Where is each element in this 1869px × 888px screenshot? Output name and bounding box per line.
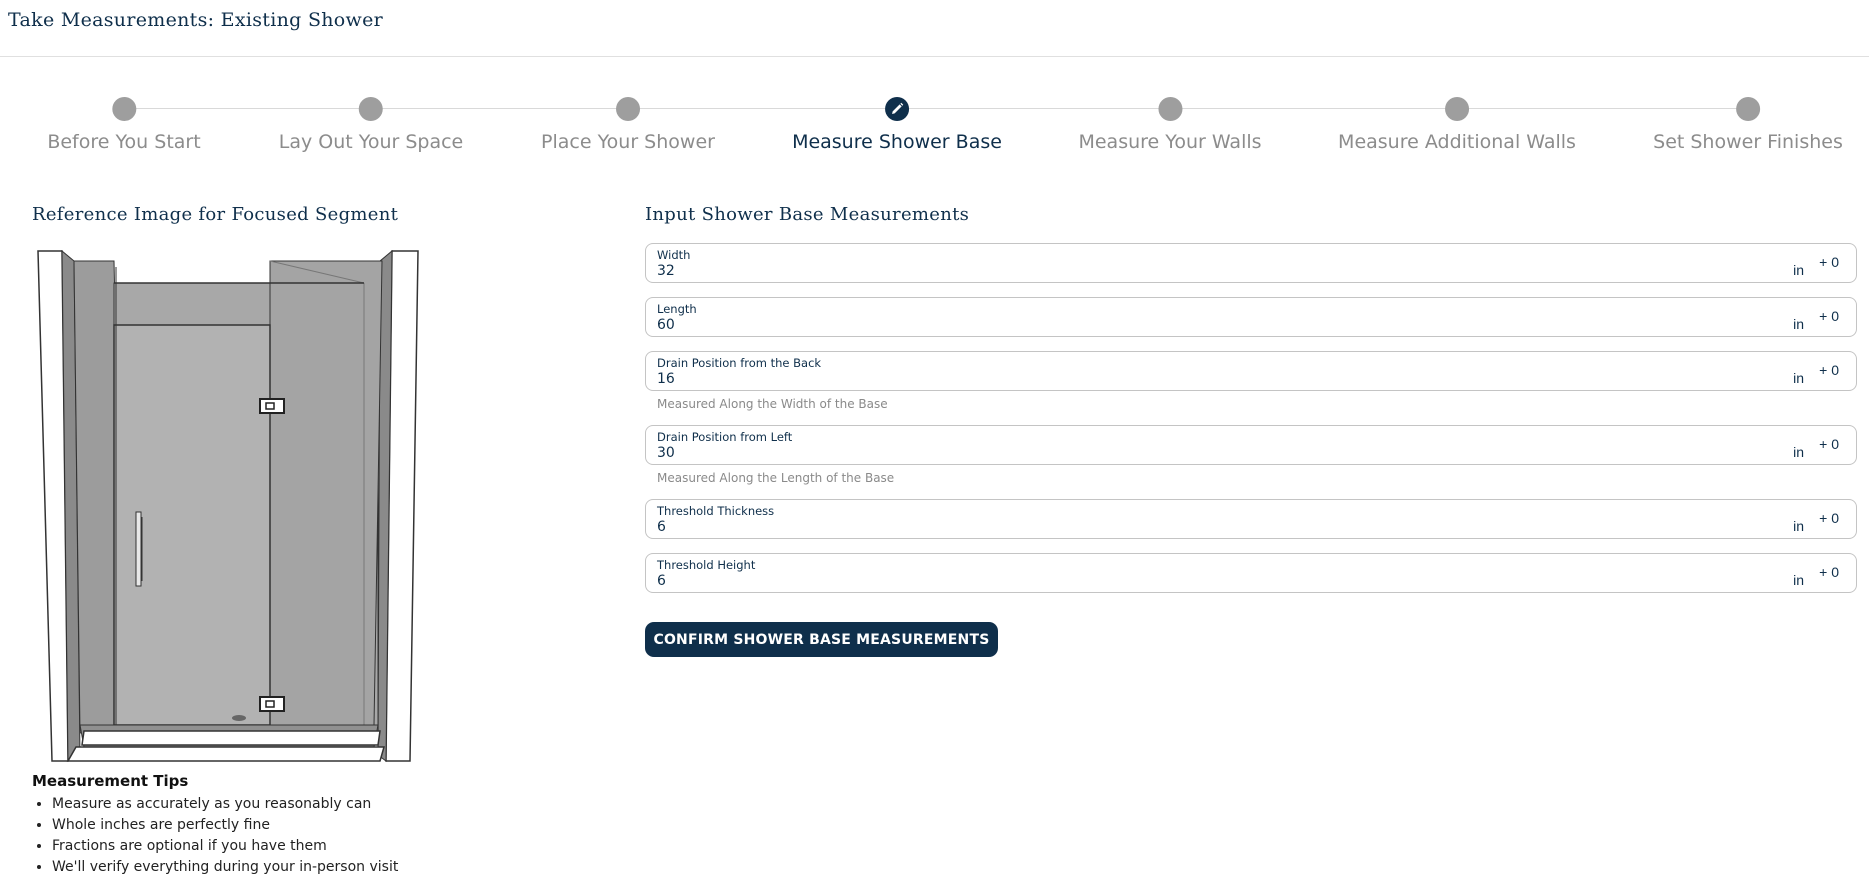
step-dot bbox=[112, 97, 136, 121]
fraction-selector[interactable]: + 0 bbox=[1819, 510, 1839, 526]
field-label: Threshold Thickness bbox=[657, 504, 775, 518]
unit-label: in bbox=[1793, 518, 1804, 534]
tips-list bbox=[32, 794, 532, 878]
threshold-height-field[interactable] bbox=[645, 553, 1857, 593]
measurement-tips bbox=[32, 772, 532, 878]
tips-title: Measurement Tips bbox=[32, 772, 189, 790]
field-help-text: Measured Along the Width of the Base bbox=[657, 397, 888, 411]
field-label: Drain Position from Left bbox=[657, 430, 793, 444]
step-before-you-start[interactable] bbox=[47, 95, 200, 153]
drain-left-input[interactable] bbox=[657, 445, 1657, 461]
progress-stepper bbox=[0, 95, 1869, 165]
step-measure-shower-base[interactable] bbox=[792, 95, 1002, 153]
step-dot bbox=[359, 97, 383, 121]
tip-item: • Measure as accurately as you reasonably can bbox=[52, 794, 532, 815]
fraction-selector[interactable]: + 0 bbox=[1819, 308, 1839, 324]
step-dot-active bbox=[885, 97, 909, 121]
drain-back-input[interactable] bbox=[657, 371, 1657, 387]
field-help-text: Measured Along the Length of the Base bbox=[657, 471, 895, 485]
step-label: Measure Additional Walls bbox=[1338, 131, 1576, 153]
unit-label: in bbox=[1793, 316, 1804, 332]
step-measure-your-walls[interactable] bbox=[1078, 95, 1261, 153]
drain-back-field[interactable] bbox=[645, 351, 1857, 391]
step-set-shower-finishes[interactable] bbox=[1653, 95, 1843, 153]
step-dot bbox=[1445, 97, 1469, 121]
step-label: Set Shower Finishes bbox=[1653, 131, 1843, 153]
step-dot bbox=[1736, 97, 1760, 121]
tip-item: • Fractions are optional if you have them bbox=[52, 836, 532, 857]
threshold-height-input[interactable] bbox=[657, 573, 1657, 589]
tip-item: • We'll verify everything during your in-person visit bbox=[52, 857, 532, 878]
unit-label: in bbox=[1793, 370, 1804, 386]
reference-image-title: Reference Image for Focused Segment bbox=[32, 204, 399, 225]
fraction-selector[interactable]: + 0 bbox=[1819, 254, 1839, 270]
width-input[interactable] bbox=[657, 263, 1657, 279]
page-header bbox=[0, 0, 1869, 57]
step-label: Place Your Shower bbox=[541, 131, 715, 153]
step-measure-additional-walls[interactable] bbox=[1338, 95, 1576, 153]
tip-item: • Whole inches are perfectly fine bbox=[52, 815, 532, 836]
unit-label: in bbox=[1793, 572, 1804, 588]
threshold-thickness-field[interactable] bbox=[645, 499, 1857, 539]
fraction-selector[interactable]: + 0 bbox=[1819, 362, 1839, 378]
length-field[interactable] bbox=[645, 297, 1857, 337]
step-place-your-shower[interactable] bbox=[541, 95, 715, 153]
page-title: Take Measurements: Existing Shower bbox=[8, 9, 384, 31]
drain-left-field[interactable] bbox=[645, 425, 1857, 465]
step-label: Measure Your Walls bbox=[1078, 131, 1262, 153]
width-field[interactable] bbox=[645, 243, 1857, 283]
field-label: Width bbox=[657, 248, 691, 262]
fraction-selector[interactable]: + 0 bbox=[1819, 564, 1839, 580]
form-title: Input Shower Base Measurements bbox=[645, 204, 970, 225]
pencil-icon bbox=[890, 102, 904, 116]
field-label: Length bbox=[657, 302, 697, 316]
shower-reference-illustration bbox=[34, 247, 424, 764]
unit-label: in bbox=[1793, 262, 1804, 278]
step-dot bbox=[616, 97, 640, 121]
field-label: Drain Position from the Back bbox=[657, 356, 822, 370]
step-label: Measure Shower Base bbox=[792, 131, 1002, 153]
step-lay-out-your-space[interactable] bbox=[279, 95, 464, 153]
step-label: Before You Start bbox=[47, 131, 201, 153]
length-input[interactable] bbox=[657, 317, 1657, 333]
step-label: Lay Out Your Space bbox=[278, 131, 464, 153]
unit-label: in bbox=[1793, 444, 1804, 460]
step-dot bbox=[1158, 97, 1182, 121]
field-label: Threshold Height bbox=[657, 558, 756, 572]
confirm-measurements-button[interactable]: CONFIRM SHOWER BASE MEASUREMENTS bbox=[645, 622, 998, 657]
fraction-selector[interactable]: + 0 bbox=[1819, 436, 1839, 452]
threshold-thickness-input[interactable] bbox=[657, 519, 1657, 535]
